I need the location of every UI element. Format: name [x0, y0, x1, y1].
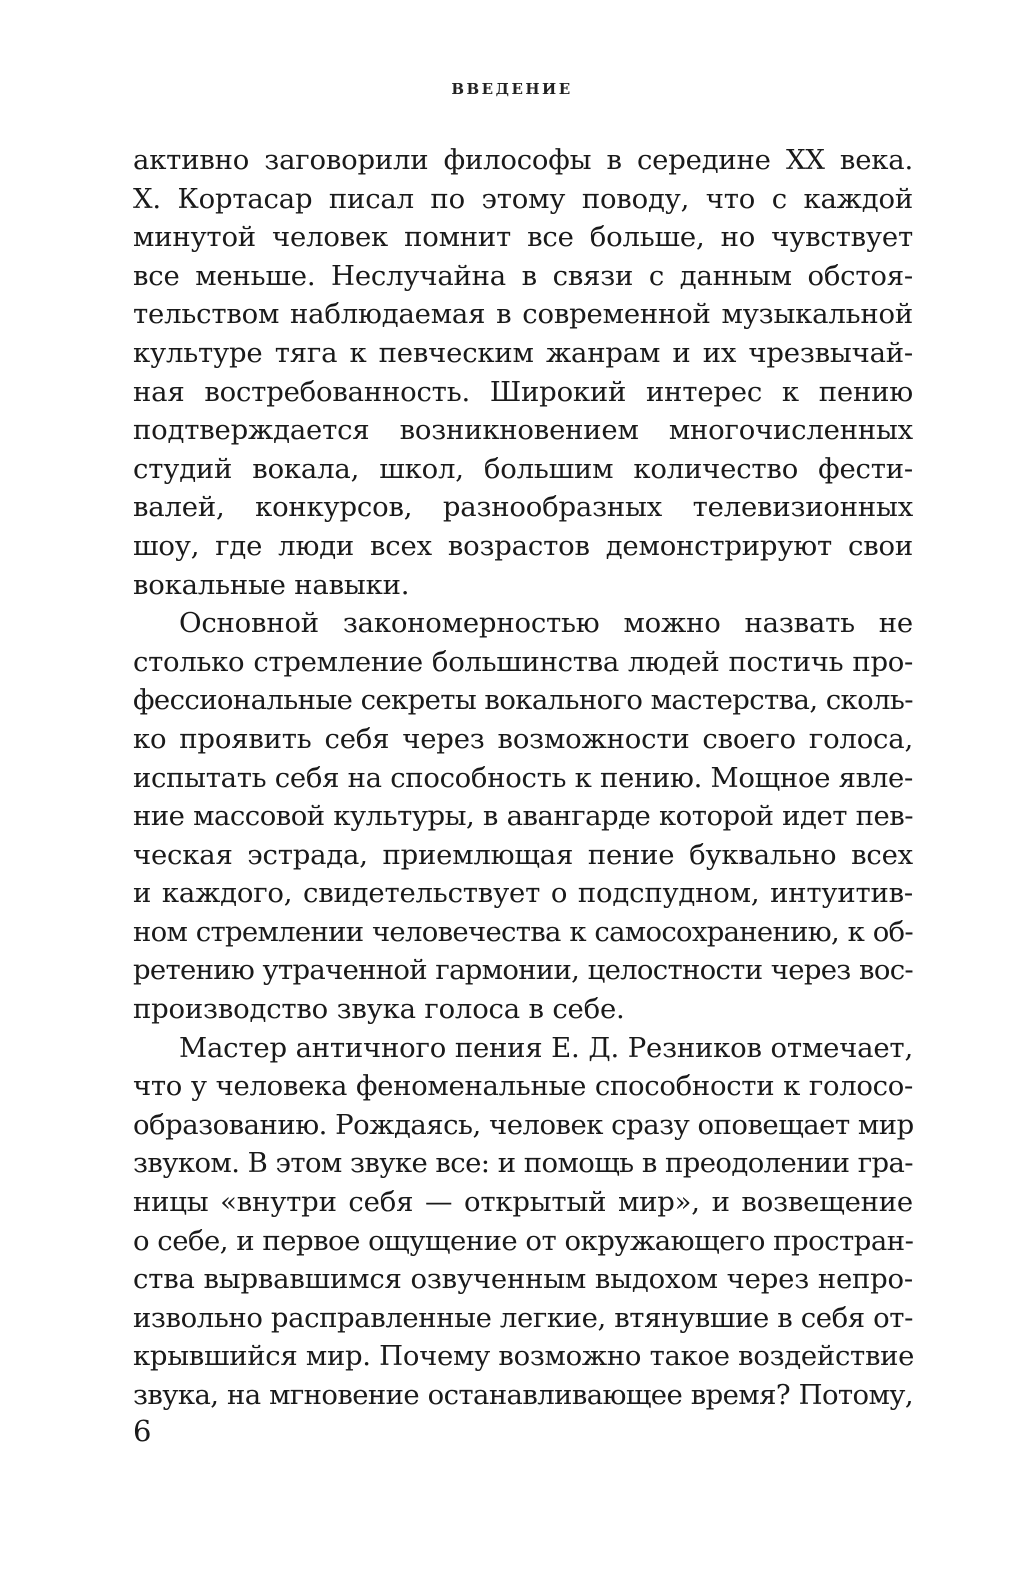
text-line: ницы «внутри себя — открытый мир», и возвещение: [133, 1186, 913, 1219]
page-number: 6: [133, 1414, 152, 1448]
text-line: тельством наблюдаемая в современной музыкальной: [133, 298, 913, 331]
text-line: ства вырвавшимся озвученным выдохом через непро-: [133, 1263, 913, 1296]
text-line: Основной закономерностью можно назвать не: [179, 607, 913, 640]
text-line: ко проявить себя через возможности своего голоса,: [133, 722, 913, 755]
paragraph: [133, 141, 913, 604]
text-line: Мастер античного пения Е. Д. Резников отмечает,: [179, 1031, 913, 1064]
text-line: все меньше. Неслучайна в связи с данным обстоя-: [133, 259, 913, 292]
text-line: производство звука голоса в себе.: [133, 993, 625, 1026]
body-text: [133, 141, 913, 1415]
text-line: валей, конкурсов, разнообразных телевизионных: [133, 491, 913, 524]
text-line: звуком. В этом звуке все: и помощь в преодолении гра-: [133, 1147, 913, 1180]
text-line: минутой человек помнит все больше, но чувствует: [133, 221, 913, 254]
text-line: что у человека феноменальные способности к голосо-: [133, 1070, 913, 1103]
text-line: вокальные навыки.: [133, 568, 410, 601]
text-line: крывшийся мир. Почему возможно такое воздействие: [133, 1340, 915, 1373]
text-line: звука, на мгновение останавливающее время? Потому,: [133, 1379, 913, 1411]
text-line: о себе, и первое ощущение от окружающего простран-: [133, 1224, 914, 1257]
text-line: ретению утраченной гармонии, целостности через вос-: [133, 954, 913, 987]
text-line: ная востребованность. Широкий интерес к пению: [133, 375, 913, 408]
text-line: ном стремлении человечества к самосохранению, к об-: [133, 915, 913, 948]
text-line: подтверждается возникновением многочисленных: [133, 414, 913, 447]
text-line: активно заговорили философы в середине XX века.: [133, 144, 913, 176]
text-line: ческая эстрада, приемлющая пение буквально всех: [133, 838, 913, 871]
text-line: культуре тяга к певческим жанрам и их чрезвычай-: [133, 336, 913, 369]
paragraph: [133, 1029, 913, 1415]
text-line: фессиональные секреты вокального мастерства, сколь-: [133, 684, 913, 717]
text-line: Х. Кортасар писал по этому поводу, что с каждой: [133, 182, 913, 215]
text-line: испытать себя на способность к пению. Мощное явле-: [133, 761, 913, 794]
text-line: студий вокала, школ, большим количество фести-: [133, 452, 913, 485]
text-line: и каждого, свидетельствует о подспудном, интуитив-: [133, 877, 913, 910]
text-line: извольно расправленные легкие, втянувшие в себя от-: [133, 1301, 913, 1334]
running-head: ВВЕДЕНИЕ: [451, 80, 573, 98]
text-line: шоу, где люди всех возрастов демонстрируют свои: [133, 529, 913, 562]
paragraph: [133, 604, 913, 1029]
text-line: ние массовой культуры, в авангарде которой идет пев-: [133, 800, 913, 833]
text-line: образованию. Рождаясь, человек сразу оповещает мир: [133, 1108, 914, 1141]
text-line: столько стремление большинства людей постичь про-: [133, 645, 913, 678]
